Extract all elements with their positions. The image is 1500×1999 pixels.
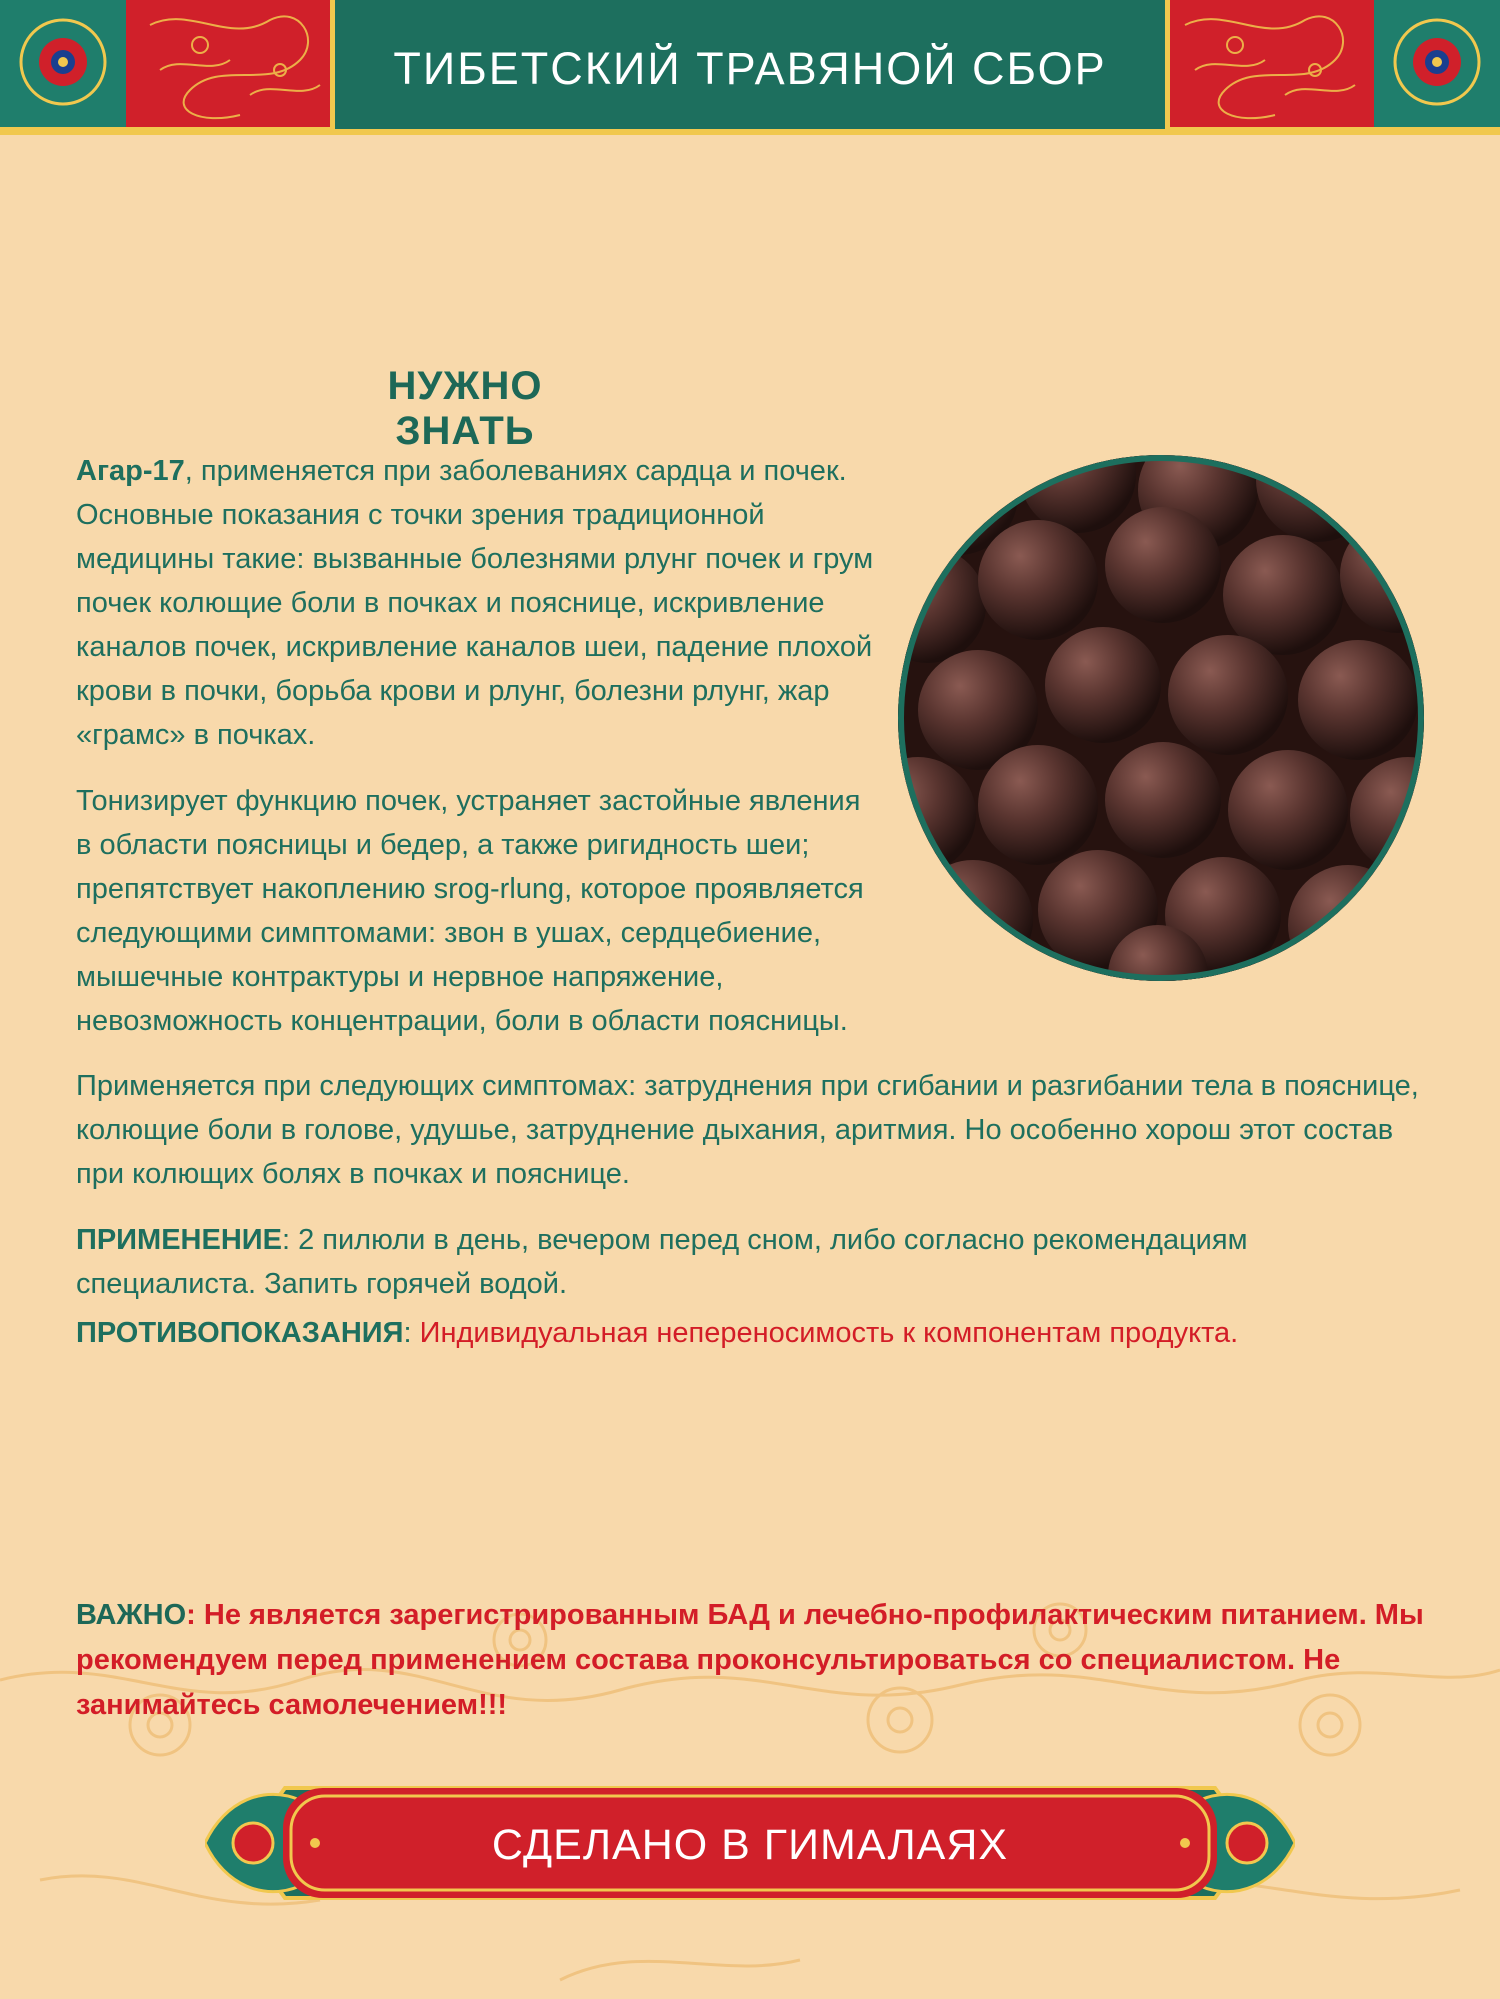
header-title: ТИБЕТСКИЙ ТРАВЯНОЙ СБОР (393, 43, 1107, 94)
important-label: ВАЖНО (76, 1599, 187, 1631)
important-text: : Не является зарегистрированным БАД и лечебно-профилактическим питанием. Мы рекомендуем перед применением состава проконсультироваться со специалистом. Не занимайтесь самолечением!!! (76, 1599, 1424, 1721)
section-heading: НУЖНО ЗНАТЬ (387, 364, 543, 453)
contraindications-separator: : (403, 1317, 420, 1349)
paragraph-indications-text: , применяется при заболеваниях сардца и почек. Основные показания с точки зрения традиционной медицины такие: вызванные болезнями рлунг почек и грум почек колющие боли в почках и пояснице, искривление каналов почек, искривление каналов шеи, падение плохой крови в почки, борьба крови и рлунг, болезни рлунг, жар «грамс» в почках. (76, 455, 874, 751)
product-name: Агар-17 (76, 455, 185, 487)
paragraph-effects: Тонизирует функцию почек, устраняет застойные явления в области поясницы и бедер, а также ригидность шеи; препятствует накоплению srog-rlung, которое проявляется следующими симптомами: звон в ушах, сердцебиение, мышечные контрактуры и нервное напряжение, невозможность концентрации, боли в области поясницы. (76, 785, 864, 1037)
usage-section (76, 1218, 1431, 1306)
usage-label: ПРИМЕНЕНИЕ (76, 1224, 282, 1256)
usage-text: : 2 пилюли в день, вечером перед сном, либо согласно рекомендациям специалиста. Запить горячей водой. (76, 1224, 1248, 1300)
contraindications-label: ПРОТИВОПОКАЗАНИЯ (76, 1317, 404, 1349)
pills-photo (898, 455, 1424, 981)
paragraph-indications (76, 449, 876, 757)
pills-illustration (898, 455, 1424, 981)
contraindications-text: Индивидуальная непереносимость к компонентам продукта. (419, 1317, 1239, 1349)
contraindications-section (76, 1311, 1431, 1355)
footer-title: СДЕЛАНО В ГИМАЛАЯХ (491, 1821, 1009, 1869)
important-notice (76, 1593, 1431, 1728)
paragraph-symptoms: Применяется при следующих симптомах: затруднения при сгибании и разгибании тела в пояснице, колющие боли в голове, удушье, затруднение дыхания, аритмия. Но особенно хорош этот состав при колющих болях в почках и пояснице. (76, 1070, 1419, 1190)
